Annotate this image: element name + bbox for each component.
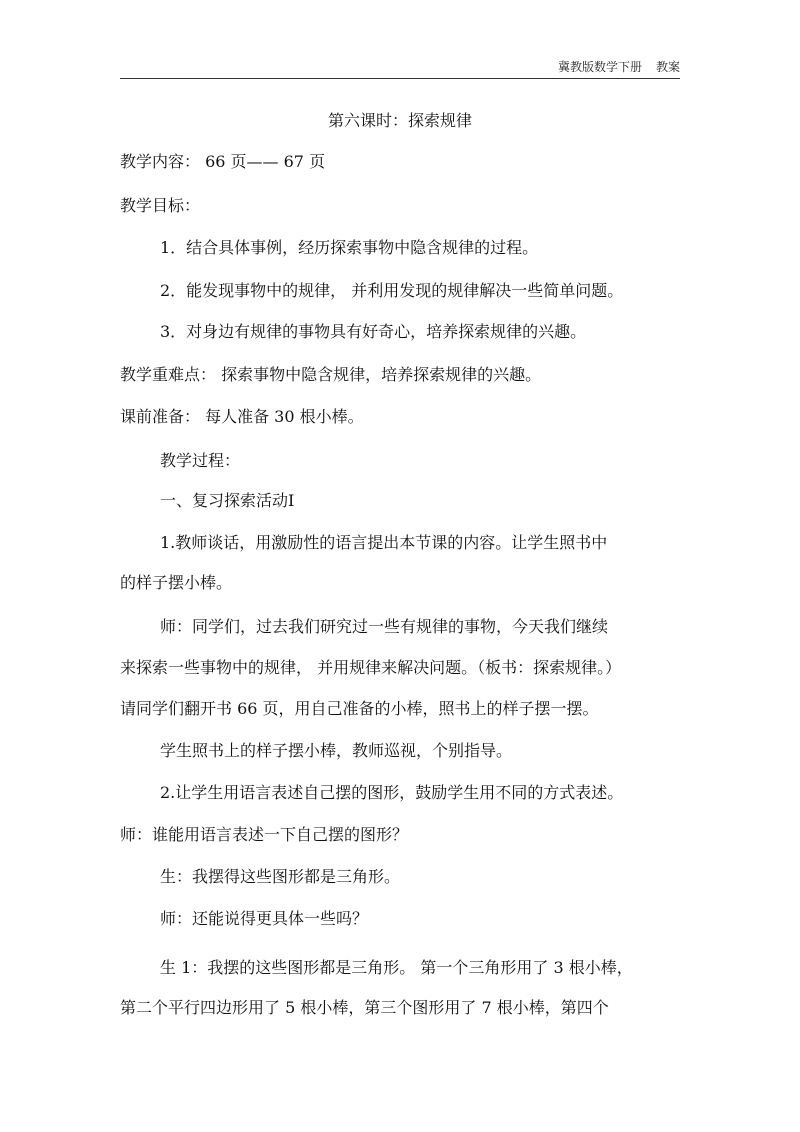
objective-3: 3．对身边有规律的事物具有好奇心，培养探索规律的兴趣。 bbox=[160, 322, 587, 341]
objective-2: 2．能发现事物中的规律， 并利用发现的规律解决一些简单问题。 bbox=[160, 281, 624, 300]
paragraph-5: 师：谁能用语言表述一下自己摆的图形？ bbox=[120, 825, 409, 844]
paragraph-7: 师：还能说得更具体一些吗？ bbox=[160, 909, 369, 928]
paragraph-1-line-2: 的样子摆小棒。 bbox=[120, 573, 233, 592]
preparation: 课前准备： 每人准备 30 根小棒。 bbox=[120, 407, 364, 426]
paragraph-8-line-1: 生 1：我摆的这些图形都是三角形。 第一个三角形用了 3 根小棒， bbox=[160, 958, 633, 977]
objective-1: 1．结合具体事例，经历探索事物中隐含规律的过程。 bbox=[160, 238, 539, 257]
header-book: 冀教版数学下册 bbox=[557, 60, 642, 74]
section-1-heading: 一、复习探索活动Ⅰ bbox=[160, 491, 295, 510]
objectives-heading: 教学目标： bbox=[120, 196, 201, 215]
paragraph-2-line-3: 请同学们翻开书 66 页，用自己准备的小棒，照书上的样子摆一摆。 bbox=[120, 699, 599, 718]
paragraph-2-line-1: 师：同学们，过去我们研究过一些有规律的事物，今天我们继续 bbox=[160, 617, 609, 636]
paragraph-8-line-2: 第二个平行四边形用了 5 根小棒，第三个图形用了 7 根小棒，第四个 bbox=[120, 998, 609, 1017]
process-heading: 教学过程： bbox=[160, 451, 241, 470]
paragraph-2-line-2: 来探索一些事物中的规律， 并用规律来解决问题。（板书：探索规律。） bbox=[120, 658, 622, 677]
paragraph-6: 生：我摆得这些图形都是三角形。 bbox=[160, 867, 401, 886]
paragraph-4: 2.让学生用语言表述自己摆的图形，鼓励学生用不同的方式表述。 bbox=[160, 783, 624, 802]
header-rule bbox=[120, 78, 680, 79]
page-header bbox=[558, 58, 680, 75]
paragraph-3: 学生照书上的样子摆小棒，教师巡视，个别指导。 bbox=[160, 741, 513, 760]
lesson-title: 第六课时：探索规律 bbox=[327, 111, 472, 130]
teaching-content: 教学内容： 66 页—— 67 页 bbox=[120, 152, 326, 171]
key-points: 教学重难点： 探索事物中隐含规律，培养探索规律的兴趣。 bbox=[120, 365, 542, 384]
paragraph-1-line-1: 1.教师谈话，用激励性的语言提出本节课的内容。让学生照书中 bbox=[160, 533, 608, 552]
header-type: 教案 bbox=[655, 60, 680, 74]
